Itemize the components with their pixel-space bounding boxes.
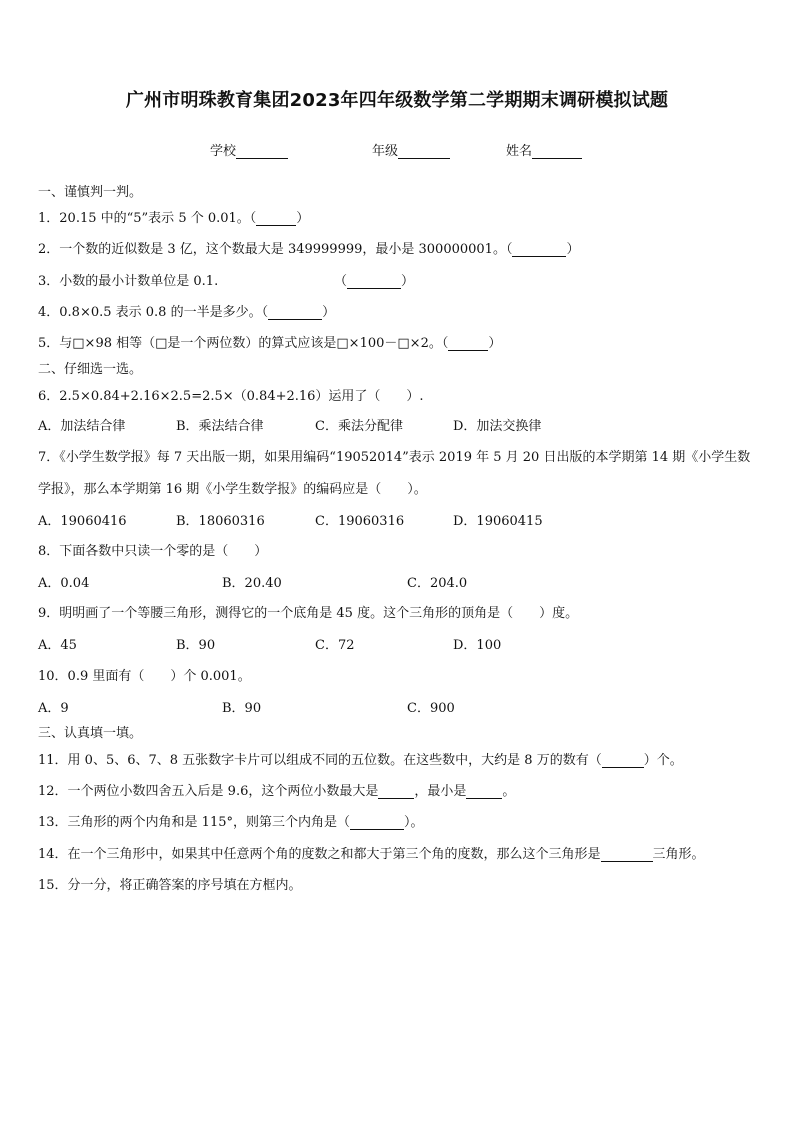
question-6: 6．2.5×0.84+2.16×2.5=2.5×（0.84+2.16）运用了（ ）. bbox=[38, 389, 424, 404]
q10-option-b: B．90 bbox=[222, 701, 262, 716]
question-1-text: 1．20.15 中的“5”表示 5 个 0.01。（ bbox=[38, 211, 257, 226]
school-field bbox=[210, 140, 288, 159]
question-12-end: 。 bbox=[502, 784, 516, 799]
section-judge-heading: 一、谨慎判一判。 bbox=[38, 185, 143, 200]
question-1 bbox=[38, 207, 309, 226]
q7-option-c: C．19060316 bbox=[315, 514, 405, 529]
answer-blank bbox=[512, 244, 566, 257]
name-label: 姓名 bbox=[506, 144, 533, 159]
answer-blank bbox=[378, 786, 414, 799]
question-13 bbox=[38, 811, 424, 830]
q10-option-a: A．9 bbox=[38, 701, 69, 716]
question-11 bbox=[38, 749, 683, 768]
question-5-text: 5．与□×98 相等（□是一个两位数）的算式应该是□×100－□×2。（ bbox=[38, 336, 449, 351]
q9-option-b: B．90 bbox=[176, 638, 216, 653]
question-13-text: 13．三角形的两个内角和是 115°，则第三个内角是（ bbox=[38, 815, 350, 830]
question-12-mid: ，最小是 bbox=[414, 784, 467, 799]
question-9: 9．明明画了一个等腰三角形，测得它的一个底角是 45 度。这个三角形的顶角是（ ）度。 bbox=[38, 606, 579, 621]
question-2-text: 2．一个数的近似数是 3 亿，这个数最大是 349999999，最小是 300000001。（ bbox=[38, 242, 513, 257]
q7-option-a: A．19060416 bbox=[38, 514, 127, 529]
q6-option-c: C．乘法分配律 bbox=[315, 419, 403, 434]
q8-option-c: C．204.0 bbox=[407, 576, 468, 591]
q7-option-d: D．19060415 bbox=[453, 514, 543, 529]
section-choice-heading: 二、仔细选一选。 bbox=[38, 362, 143, 377]
question-2 bbox=[38, 238, 579, 257]
question-11-text: 11．用 0、5、6、7、8 五张数字卡片可以组成不同的五位数。在这些数中，大约是 8 万的数有（ bbox=[38, 753, 602, 768]
question-12-text: 12．一个两位小数四舍五入后是 9.6，这个两位小数最大是 bbox=[38, 784, 379, 799]
question-4-text: 4．0.8×0.5 表示 0.8 的一半是多少。（ bbox=[38, 305, 269, 320]
name-blank bbox=[532, 144, 582, 159]
q8-option-b: B．20.40 bbox=[222, 576, 282, 591]
question-7-line2: 学报》，那么本学期第 16 期《小学生数学报》的编码应是（ ）。 bbox=[38, 482, 427, 497]
question-8: 8．下面各数中只读一个零的是（ ） bbox=[38, 544, 268, 559]
q9-option-d: D．100 bbox=[453, 638, 502, 653]
answer-blank bbox=[466, 786, 502, 799]
question-11-close: ）个。 bbox=[643, 753, 683, 768]
question-3 bbox=[38, 270, 218, 289]
answer-blank bbox=[350, 817, 404, 830]
name-field bbox=[506, 140, 582, 159]
answer-blank bbox=[256, 213, 296, 226]
question-14 bbox=[38, 843, 705, 862]
answer-blank bbox=[448, 338, 488, 351]
question-1-close: ） bbox=[296, 211, 310, 226]
question-10: 10．0.9 里面有（ ）个 0.001。 bbox=[38, 669, 251, 684]
answer-blank bbox=[601, 849, 653, 862]
question-13-close: ）。 bbox=[404, 815, 424, 830]
student-info-row bbox=[0, 140, 794, 160]
section-fill-heading: 三、认真填一填。 bbox=[38, 726, 143, 741]
question-3-text: 3．小数的最小计数单位是 0.1. bbox=[38, 274, 219, 289]
q7-option-b: B．18060316 bbox=[176, 514, 265, 529]
answer-blank bbox=[268, 307, 322, 320]
question-3-open: （ bbox=[334, 274, 348, 289]
grade-label: 年级 bbox=[372, 144, 399, 159]
question-12 bbox=[38, 780, 515, 799]
question-5 bbox=[38, 332, 501, 351]
question-2-close: ） bbox=[566, 242, 580, 257]
q6-option-d: D．加法交换律 bbox=[453, 419, 542, 434]
answer-blank bbox=[602, 755, 644, 768]
q8-option-a: A．0.04 bbox=[38, 576, 90, 591]
question-15: 15．分一分，将正确答案的序号填在方框内。 bbox=[38, 878, 302, 893]
question-3-close: ） bbox=[401, 274, 415, 289]
q10-option-c: C．900 bbox=[407, 701, 455, 716]
grade-field bbox=[372, 140, 450, 159]
q9-option-a: A．45 bbox=[38, 638, 77, 653]
question-3-answer bbox=[334, 270, 414, 289]
q6-option-b: B．乘法结合律 bbox=[176, 419, 264, 434]
q9-option-c: C．72 bbox=[315, 638, 355, 653]
grade-blank bbox=[398, 144, 450, 159]
question-4-close: ） bbox=[322, 305, 336, 320]
question-4 bbox=[38, 301, 335, 320]
q6-option-a: A．加法结合律 bbox=[38, 419, 126, 434]
page-title: 广州市明珠教育集团2023年四年级数学第二学期期末调研模拟试题 bbox=[125, 90, 669, 111]
question-5-close: ） bbox=[488, 336, 502, 351]
answer-blank bbox=[347, 276, 401, 289]
question-7-line1: 7．《小学生数学报》每 7 天出版一期，如果用编码“19052014”表示 2019 年 5 月 20 日出版的本学期第 14 期《小学生数 bbox=[38, 450, 751, 465]
school-label: 学校 bbox=[210, 144, 237, 159]
question-14-end: 三角形。 bbox=[652, 847, 705, 862]
question-14-text: 14．在一个三角形中，如果其中任意两个角的度数之和都大于第三个角的度数，那么这个三角形是 bbox=[38, 847, 601, 862]
school-blank bbox=[236, 144, 288, 159]
